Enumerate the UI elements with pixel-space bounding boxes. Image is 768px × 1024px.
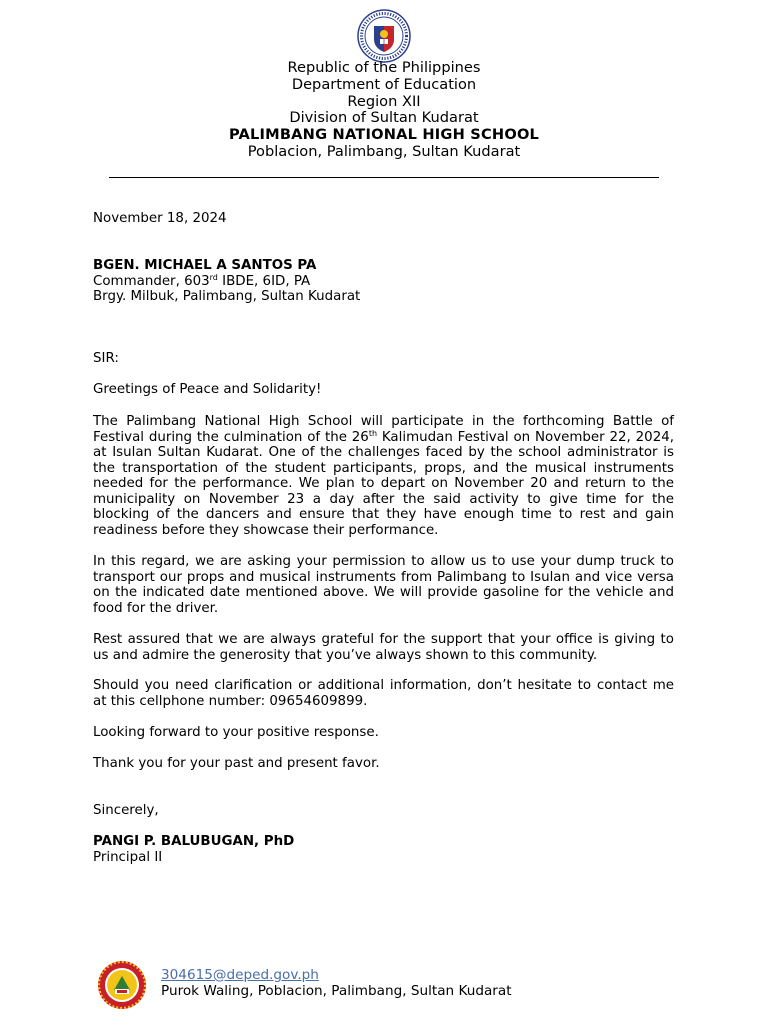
- greeting: Greetings of Peace and Solidarity!: [93, 382, 322, 397]
- letter-date: November 18, 2024: [93, 211, 227, 226]
- letterhead-line: Republic of the Philippines: [287, 59, 481, 76]
- deped-seal-icon: [357, 9, 411, 63]
- body-paragraph: Rest assured that we are always grateful for the support that your office is giving to us and admire the generosity that you’ve always shown to this community.: [93, 632, 674, 663]
- letterhead: [0, 60, 768, 161]
- header-divider: [109, 177, 659, 178]
- footer-address: Purok Waling, Poblacion, Palimbang, Sultan Kudarat: [161, 983, 512, 999]
- recipient-title: Commander, 603rd IBDE, 6ID, PA: [93, 272, 311, 289]
- salutation: SIR:: [93, 351, 119, 366]
- closing: Sincerely,: [93, 803, 159, 818]
- recipient-block: [93, 258, 674, 305]
- recipient-address: Brgy. Milbuk, Palimbang, Sultan Kudarat: [93, 289, 361, 304]
- letterhead-line: Region XII: [347, 92, 421, 110]
- school-address: Poblacion, Palimbang, Sultan Kudarat: [247, 142, 521, 160]
- body-paragraph: Should you need clarification or additional information, don’t hesitate to contact me at this cellphone number: 09654609899.: [93, 678, 674, 709]
- signatory-position: Principal II: [93, 849, 163, 865]
- body-paragraph: Looking forward to your positive response.: [93, 725, 379, 740]
- school-logo-icon: [96, 960, 148, 1010]
- letterhead-line: Department of Education: [291, 75, 477, 93]
- footer-contact: [161, 967, 512, 999]
- signatory-name: PANGI P. BALUBUGAN, PhD: [93, 834, 295, 849]
- body-paragraph: In this regard, we are asking your permission to allow us to use your dump truck to transport our props and musical instruments from Palimbang to Isulan and vice versa on the indicated date mentioned above. We will provide gasoline for the vehicle and food for the driver.: [93, 554, 674, 616]
- body-paragraph: Thank you for your past and present favor.: [93, 756, 380, 771]
- school-name: PALIMBANG NATIONAL HIGH SCHOOL: [228, 126, 540, 144]
- signatory-block: [93, 834, 674, 865]
- recipient-name: BGEN. MICHAEL A SANTOS PA: [93, 258, 317, 273]
- body-paragraph: The Palimbang National High School will participate in the forthcoming Battle of Festival during the culmination of the 26th Kalimudan Festival on November 22, 2024, at Isulan Sultan Kudarat. One of the challenges faced by the school administrator is the transportation of the student participants, props, and the musical instruments needed for the performance. We plan to depart on November 20 and return to the municipality on November 23 a day after the said activity to give time for the blocking of the dancers and ensure that they have enough time to rest and gain readiness before they showcase their performance.: [93, 414, 674, 538]
- footer-email-link[interactable]: 304615@deped.gov.ph: [161, 967, 319, 983]
- letterhead-line: Division of Sultan Kudarat: [289, 109, 479, 127]
